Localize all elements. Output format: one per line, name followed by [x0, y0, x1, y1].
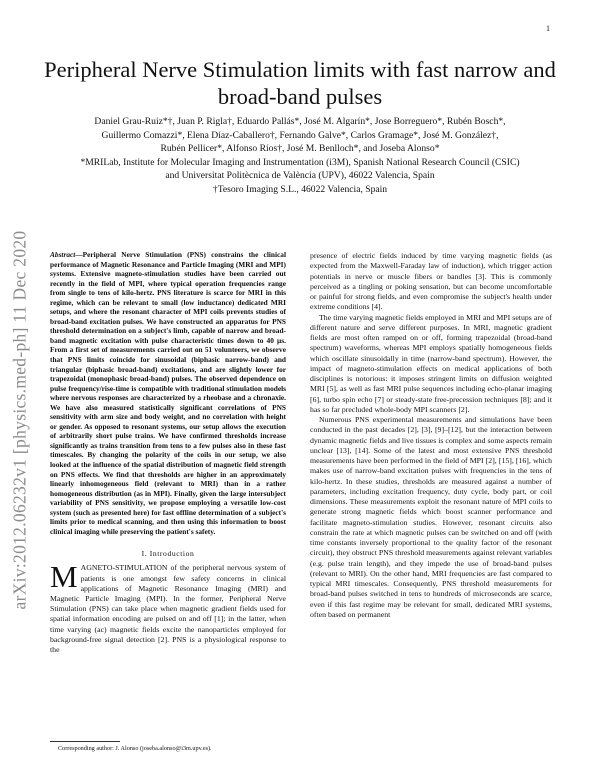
introduction-text: AGNETO-STIMULATION of the peripheral nervous system of patients is one amongst few safety concerns in clinical applications of Magnetic Resonance Imaging (MRI) and Magnetic Particle Imaging (MPI). In the former, Peripheral Nerve Stimulation (PNS) can take place when magnetic gradient fields used for spatial information encoding are pulsed on and off [1]; in the latter, when time varying (ac) magnetic fields excite the nanoparticles employed for background-free signal detection [2]. PNS is a physiological response to the	[50, 563, 286, 655]
abstract-label: Abstract	[50, 250, 76, 259]
arxiv-stamp-text: arXiv:2012.06232v1 [physics.med-ph] 11 Dec 2020	[9, 230, 30, 610]
body-paragraph: presence of electric fields induced by time varying magnetic fields (as expected from the Maxwell-Faraday law of induction), which trigger action potentials in nerve or muscle fibers or bandles [3]. This is commonly perceived as a tingling or poking sensation, but can become uncomfortable or painful for strong fields, and even compromise the subject's health under extreme conditions [4].	[310, 251, 552, 312]
arxiv-stamp	[6, 180, 34, 660]
page-number: 1	[546, 24, 550, 33]
affiliation-line: *MRILab, Institute for Molecular Imaging and Instrumentation (i3M), Spanish National Research Council (CSIC)	[80, 156, 520, 168]
right-column	[310, 251, 552, 620]
body-paragraph: The time varying magnetic fields employed in MRI and MPI setups are of different nature and serve different purposes. In MRI, magnetic gradient fields are most often ramped on or off, forming trapezoidal (broad-band spectrum) waveforms, whereas MPI employs spatially homogeneous fields which oscillate sinusoidally in time (narrow-band spectrum). However, the impact of magneto-stimulation effects on medical applications of both disciplines is notorious: it imposes stringent limits on diffusion weighted MRI [5], as well as fast MRI pulse sequences including echo-planar imaging [6], turbo spin echo [7] or steady-state free-precession techniques [8]; and it has so far precluded whole-body MPI scanners [2].	[310, 312, 552, 414]
footnote: Corresponding author: J. Alonso (joseba.alonso@i3m.upv.es).	[58, 745, 212, 752]
abstract-text: —Peripheral Nerve Stimulation (PNS) constrains the clinical performance of Magnetic Resonance and Particle Imaging (MRI and MPI) systems. Extensive magneto-stimulation studies have been carried out recently in the field of MPI, where typical operation frequencies range from single to tens of kilo-hertz. PNS literature is scarce for MRI in this regime, which can be relevant to small (low inductance) dedicated MRI setups, and where the resonant character of MPI coils prevents studies of broad-band excitation pulses. We have constructed an apparatus for PNS threshold determination on a subject's limb, capable of narrow and broad-band magnetic excitation with pulse characteristic times down to 40 µs. From a first set of measurements carried out on 51 volunteers, we observe that PNS limits coincide for sinusoidal (biphasic narrow-band) and triangular (biphasic broad-band) excitations, and are slightly lower for trapezoidal (monophasic broad-band) pulses. The observed dependence on pulse frequency/rise-time is compatible with traditional stimulation models where nervous responses are characterized by a rheobase and a chronaxie. We have also measured statistically significant correlations of PNS sensitivity with arm size and body weight, and no correlation with height or gender. As opposed to resonant systems, our setup allows the execution of arbitrarily short pulse trains. We have confirmed thresholds increase significantly as trains transition from tens to a few pulses also in these fast timescales. By changing the polarity of the coils in our setup, we also looked at the influence of the spatial distribution of magnetic field strength on PNS effects. We find that thresholds are higher in an approximately linearly inhomogeneous field (relevant to MRI) than in a rather homogeneous distribution (as in MPI). Finally, given the large intersubject variability of PNS sensitivity, we propose employing a versatile low-cost system (such as presented here) for fast offline determination of a subject's limits prior to medical scanning, and then using this information to boost clinical imaging while preserving the patient's safety.	[50, 250, 286, 536]
paper-title: Peripheral Nerve Stimulation limits with fast narrow and broad-band pulses	[44, 57, 556, 109]
drop-cap: M	[50, 559, 78, 595]
footnote-rule	[50, 741, 120, 742]
author-line: Rubén Pellicer*, Alfonso Ríos†, José M. Benlloch*, and Joseba Alonso*	[160, 143, 440, 155]
author-line: Daniel Grau-Ruiz*†, Juan P. Rigla†, Eduardo Pallás*, José M. Algarín*, Jose Borreguero*, Rubén Bosch*,	[94, 116, 506, 127]
affiliation-line: and Universitat Politècnica de València (UPV), 46022 Valencia, Spain	[165, 170, 435, 182]
affiliation-line: †Tesoro Imaging S.L., 46022 Valencia, Spain	[212, 183, 388, 195]
introduction-paragraph	[50, 559, 286, 655]
author-line: Guillermo Comazzi*, Elena Díaz-Caballero†, Fernando Galve*, Carlos Gramage*, José M. González†,	[101, 129, 499, 141]
author-block	[50, 115, 550, 197]
body-paragraph: Numerous PNS experimental measurements and simulations have been conducted in the past decades [2], [3], [9]–[12], but the interaction between dynamic magnetic fields and live tissues is complex and some aspects remain unclear [13], [14]. Some of the latest and most extensive PNS threshold measurements have been performed in the field of MPI [2], [15], [16], which makes use of narrow-band excitation pulses with frequencies in the tens of kilo-hertz. In these studies, thresholds are measured against a number of parameters, including excitation frequency, duty cycle, body part, or coil dimensions. These measurements exploit the resonant nature of MPI coils to generate strong magnetic fields which boost scanner performance and facilitate magneto-stimulation studies. However, resonant circuits also constrain the rate at which magnetic pulses can be switched on and off (with time constants inversely proportional to the quality factor of the resonant circuit), they obstruct PNS threshold measurements against relevant variables (e.g. pulse train length), and they impede the use of broad-band pulses (relevant to MRI). On the other hand, MRI frequencies are fast compared to typical MRI timescales. Consequently, PNS threshold measurements for broad-band pulses switched in tens to hundreds of microseconds are scarce, even if this fast regime may be relevant for small, dedicated MRI systems, often based on permanent	[310, 415, 552, 619]
left-column	[50, 250, 286, 655]
section-heading-introduction: I. Introduction	[141, 549, 195, 559]
abstract	[50, 250, 286, 536]
